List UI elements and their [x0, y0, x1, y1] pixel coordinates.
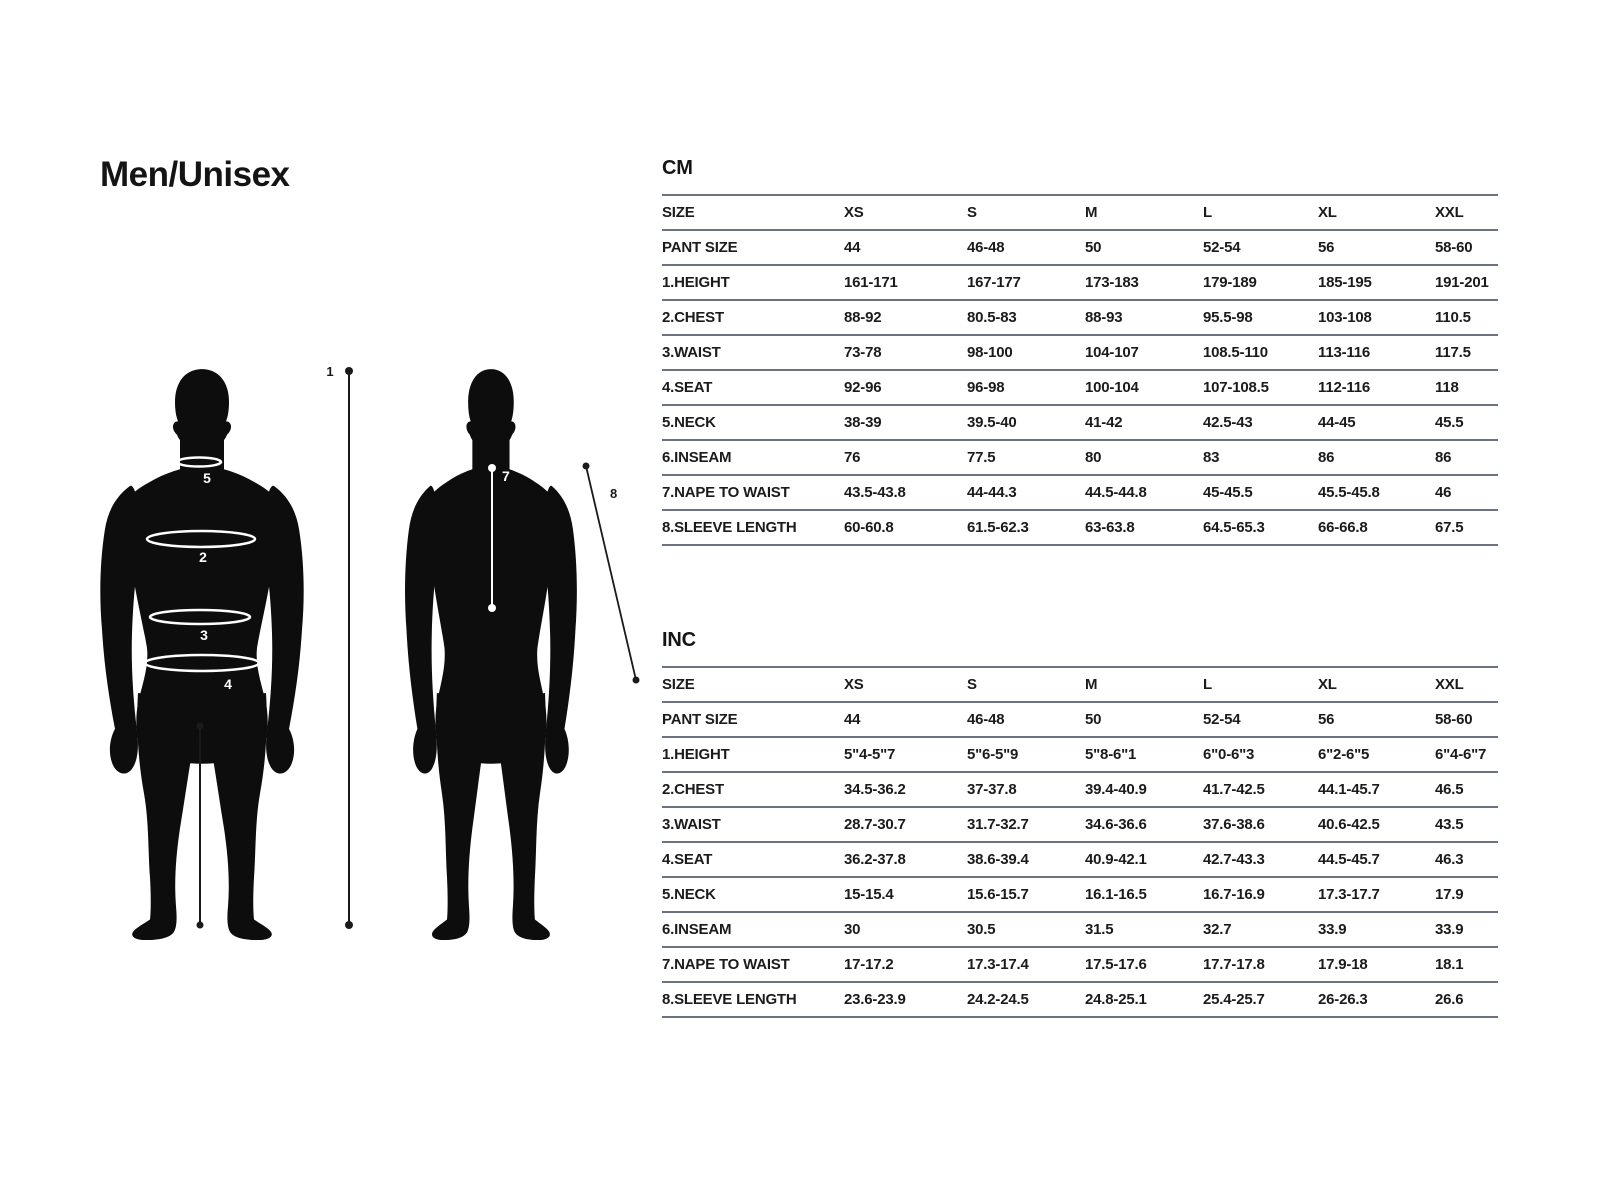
nape-bottom-dot	[488, 604, 496, 612]
table-cell: 25.4-25.7	[1203, 991, 1265, 1008]
height-label: 1	[326, 364, 334, 379]
table-cell: S	[967, 204, 977, 221]
table-cell: 113-116	[1318, 344, 1370, 361]
table-cell: 5"8-6"1	[1085, 746, 1137, 763]
cm-table-grid	[662, 194, 1498, 546]
table-cell: 88-93	[1085, 309, 1123, 326]
sleeve-label: 8	[610, 486, 618, 501]
table-cell: 23.6-23.9	[844, 991, 906, 1008]
table-cell: 46-48	[967, 239, 1005, 256]
table-cell: 96-98	[967, 379, 1005, 396]
height-line-bottom-dot	[345, 921, 353, 929]
table-cell: 44.5-45.7	[1318, 851, 1380, 868]
table-cell: 60-60.8	[844, 519, 894, 536]
table-cell: 44-45	[1318, 414, 1356, 431]
sleeve-bottom-dot	[633, 677, 640, 684]
table-row-5-neck	[662, 406, 1498, 441]
table-cell: L	[1203, 204, 1212, 221]
row-label: 6.INSEAM	[662, 921, 732, 938]
table-row-1-height	[662, 738, 1498, 773]
table-cell: 103-108	[1318, 309, 1372, 326]
table-row-4-seat	[662, 371, 1498, 406]
nape-label: 7	[502, 468, 510, 484]
sleeve-top-dot	[583, 463, 590, 470]
table-cell: 44	[844, 239, 861, 256]
table-row-size	[662, 196, 1498, 231]
table-cell: 16.1-16.5	[1085, 886, 1147, 903]
inc-size-table	[662, 629, 1498, 1018]
table-cell: XXL	[1435, 204, 1464, 221]
table-cell: 112-116	[1318, 379, 1370, 396]
table-cell: M	[1085, 204, 1098, 221]
table-cell: 6"2-6"5	[1318, 746, 1370, 763]
table-cell: 86	[1435, 449, 1452, 466]
table-cell: 40.9-42.1	[1085, 851, 1147, 868]
table-cell: 77.5	[967, 449, 996, 466]
table-cell: 46.3	[1435, 851, 1464, 868]
table-cell: 28.7-30.7	[844, 816, 906, 833]
inseam-bottom-dot	[197, 922, 204, 929]
chest-label: 2	[199, 549, 207, 565]
row-label: 2.CHEST	[662, 309, 724, 326]
page-title: Men/Unisex	[100, 155, 290, 194]
table-cell: 18.1	[1435, 956, 1464, 973]
table-cell: 41-42	[1085, 414, 1123, 431]
table-cell: 5"6-5"9	[967, 746, 1019, 763]
table-cell: S	[967, 676, 977, 693]
row-label: 8.SLEEVE LENGTH	[662, 519, 797, 536]
table-cell: XXL	[1435, 676, 1464, 693]
table-row-8-sleeve-length	[662, 511, 1498, 546]
table-cell: 37-37.8	[967, 781, 1017, 798]
table-cell: XL	[1318, 676, 1337, 693]
table-cell: 191-201	[1435, 274, 1489, 291]
row-label: SIZE	[662, 204, 695, 221]
table-cell: 173-183	[1085, 274, 1139, 291]
table-row-2-chest	[662, 773, 1498, 808]
table-cell: 41.7-42.5	[1203, 781, 1265, 798]
seat-label: 4	[224, 676, 232, 692]
table-cell: 34.6-36.6	[1085, 816, 1147, 833]
table-cell: 17.3-17.4	[967, 956, 1029, 973]
table-cell: 50	[1085, 711, 1102, 728]
table-cell: 45.5-45.8	[1318, 484, 1380, 501]
table-cell: 26.6	[1435, 991, 1464, 1008]
table-cell: 43.5-43.8	[844, 484, 906, 501]
table-cell: 80	[1085, 449, 1102, 466]
table-cell: 44.1-45.7	[1318, 781, 1380, 798]
row-label: 1.HEIGHT	[662, 746, 730, 763]
table-cell: 17.9	[1435, 886, 1464, 903]
table-row-7-nape-to-waist	[662, 948, 1498, 983]
table-cell: L	[1203, 676, 1212, 693]
table-cell: 56	[1318, 711, 1335, 728]
table-cell: XL	[1318, 204, 1337, 221]
inseam-top-dot	[197, 723, 204, 730]
table-cell: 24.8-25.1	[1085, 991, 1147, 1008]
table-cell: 46	[1435, 484, 1452, 501]
table-row-6-inseam	[662, 441, 1498, 476]
table-cell: 42.5-43	[1203, 414, 1253, 431]
row-label: 5.NECK	[662, 414, 716, 431]
table-cell: 44-44.3	[967, 484, 1017, 501]
measurement-figures	[90, 350, 650, 950]
table-cell: 39.5-40	[967, 414, 1017, 431]
table-cell: 108.5-110	[1203, 344, 1268, 361]
table-cell: 80.5-83	[967, 309, 1017, 326]
table-cell: 56	[1318, 239, 1335, 256]
table-cell: 64.5-65.3	[1203, 519, 1265, 536]
table-cell: 179-189	[1203, 274, 1257, 291]
table-cell: 43.5	[1435, 816, 1464, 833]
row-label: 7.NAPE TO WAIST	[662, 484, 790, 501]
row-label: 3.WAIST	[662, 816, 721, 833]
table-cell: 73-78	[844, 344, 882, 361]
table-cell: 26-26.3	[1318, 991, 1368, 1008]
row-label: 3.WAIST	[662, 344, 721, 361]
table-cell: 17-17.2	[844, 956, 894, 973]
table-cell: 34.5-36.2	[844, 781, 906, 798]
table-cell: 15.6-15.7	[967, 886, 1029, 903]
row-label: 1.HEIGHT	[662, 274, 730, 291]
table-cell: 100-104	[1085, 379, 1139, 396]
row-label: 8.SLEEVE LENGTH	[662, 991, 797, 1008]
table-cell: XS	[844, 204, 864, 221]
table-cell: 88-92	[844, 309, 882, 326]
table-cell: 98-100	[967, 344, 1013, 361]
table-cell: 45.5	[1435, 414, 1464, 431]
table-cell: 42.7-43.3	[1203, 851, 1265, 868]
table-cell: 167-177	[967, 274, 1021, 291]
table-cell: M	[1085, 676, 1098, 693]
table-cell: 17.9-18	[1318, 956, 1368, 973]
table-cell: 86	[1318, 449, 1335, 466]
table-row-6-inseam	[662, 913, 1498, 948]
table-cell: 36.2-37.8	[844, 851, 906, 868]
table-cell: 76	[844, 449, 861, 466]
table-cell: 44	[844, 711, 861, 728]
table-cell: 95.5-98	[1203, 309, 1253, 326]
table-cell: 5"4-5"7	[844, 746, 896, 763]
table-cell: 17.3-17.7	[1318, 886, 1380, 903]
figures-svg	[90, 350, 650, 950]
table-cell: 58-60	[1435, 239, 1473, 256]
table-row-2-chest	[662, 301, 1498, 336]
row-label: 4.SEAT	[662, 851, 713, 868]
row-label: SIZE	[662, 676, 695, 693]
row-label: 5.NECK	[662, 886, 716, 903]
table-cell: 117.5	[1435, 344, 1471, 361]
waist-label: 3	[200, 627, 208, 643]
neck-label: 5	[203, 470, 211, 486]
table-row-3-waist	[662, 336, 1498, 371]
table-cell: 31.5	[1085, 921, 1114, 938]
table-cell: 24.2-24.5	[967, 991, 1029, 1008]
table-row-7-nape-to-waist	[662, 476, 1498, 511]
table-cell: 46.5	[1435, 781, 1464, 798]
inc-table-grid	[662, 666, 1498, 1018]
table-cell: 185-195	[1318, 274, 1372, 291]
row-label: PANT SIZE	[662, 711, 738, 728]
table-cell: 33.9	[1318, 921, 1347, 938]
table-cell: 83	[1203, 449, 1220, 466]
row-label: 4.SEAT	[662, 379, 713, 396]
table-cell: 6"0-6"3	[1203, 746, 1255, 763]
table-row-pant-size	[662, 703, 1498, 738]
table-cell: 107-108.5	[1203, 379, 1269, 396]
back-figure	[405, 369, 577, 940]
table-cell: 33.9	[1435, 921, 1464, 938]
table-cell: 17.7-17.8	[1203, 956, 1265, 973]
table-cell: 30	[844, 921, 861, 938]
row-label: PANT SIZE	[662, 239, 738, 256]
table-cell: 66-66.8	[1318, 519, 1368, 536]
nape-top-dot	[488, 464, 496, 472]
row-label: 2.CHEST	[662, 781, 724, 798]
table-cell: 32.7	[1203, 921, 1232, 938]
table-cell: XS	[844, 676, 864, 693]
table-cell: 30.5	[967, 921, 996, 938]
table-cell: 45-45.5	[1203, 484, 1253, 501]
table-cell: 17.5-17.6	[1085, 956, 1147, 973]
table-cell: 37.6-38.6	[1203, 816, 1265, 833]
table-row-4-seat	[662, 843, 1498, 878]
row-label: 7.NAPE TO WAIST	[662, 956, 790, 973]
table-cell: 16.7-16.9	[1203, 886, 1265, 903]
cm-table-title: CM	[662, 157, 693, 179]
table-row-size	[662, 668, 1498, 703]
table-cell: 52-54	[1203, 711, 1241, 728]
table-cell: 38.6-39.4	[967, 851, 1029, 868]
table-cell: 44.5-44.8	[1085, 484, 1147, 501]
table-cell: 6"4-6"7	[1435, 746, 1487, 763]
table-cell: 161-171	[844, 274, 898, 291]
table-cell: 104-107	[1085, 344, 1139, 361]
table-row-3-waist	[662, 808, 1498, 843]
table-cell: 15-15.4	[844, 886, 894, 903]
table-cell: 46-48	[967, 711, 1005, 728]
table-cell: 61.5-62.3	[967, 519, 1029, 536]
table-cell: 31.7-32.7	[967, 816, 1029, 833]
table-row-5-neck	[662, 878, 1498, 913]
table-cell: 110.5	[1435, 309, 1471, 326]
table-cell: 67.5	[1435, 519, 1464, 536]
table-row-1-height	[662, 266, 1498, 301]
cm-size-table	[662, 157, 1498, 546]
table-cell: 58-60	[1435, 711, 1473, 728]
row-label: 6.INSEAM	[662, 449, 732, 466]
table-cell: 118	[1435, 379, 1459, 396]
table-cell: 63-63.8	[1085, 519, 1135, 536]
table-row-pant-size	[662, 231, 1498, 266]
table-cell: 92-96	[844, 379, 882, 396]
table-cell: 39.4-40.9	[1085, 781, 1147, 798]
table-cell: 52-54	[1203, 239, 1241, 256]
table-cell: 40.6-42.5	[1318, 816, 1380, 833]
table-cell: 50	[1085, 239, 1102, 256]
table-cell: 38-39	[844, 414, 882, 431]
table-row-8-sleeve-length	[662, 983, 1498, 1018]
height-line-top-dot	[345, 367, 353, 375]
inc-table-title: INC	[662, 629, 696, 651]
